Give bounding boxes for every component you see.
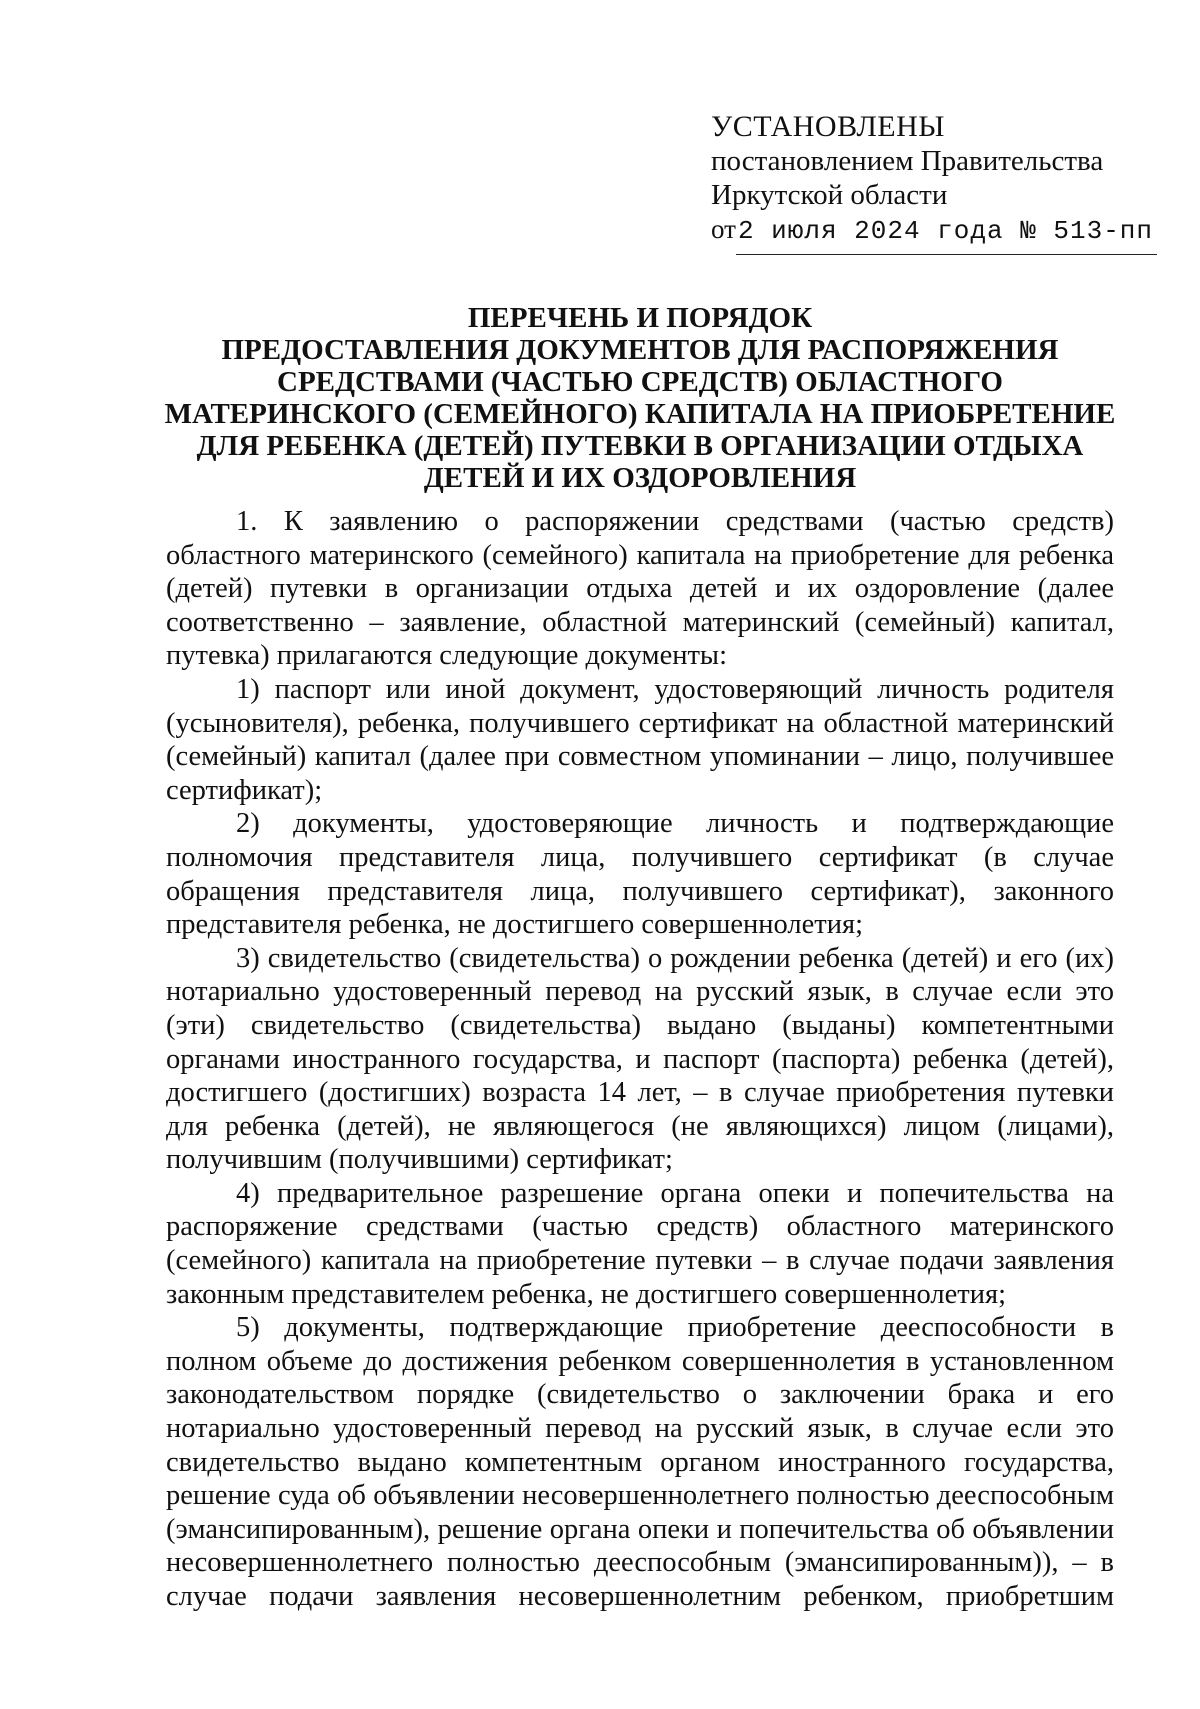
- document-title: [160, 302, 1120, 494]
- approval-heading: УСТАНОВЛЕНЫ: [711, 110, 945, 143]
- approval-region: Иркутской области: [711, 179, 948, 211]
- approval-stamp: [711, 110, 1154, 255]
- approval-authority: постановлением Правительства: [711, 145, 1104, 177]
- title-line: ПЕРЕЧЕНЬ И ПОРЯДОК: [467, 302, 813, 334]
- approval-date-line: [711, 212, 1154, 255]
- approval-date-number: 2 июля 2024 года № 513-пп: [736, 214, 1157, 255]
- title-line: СРЕДСТВАМИ (ЧАСТЬЮ СРЕДСТВ) ОБЛАСТНОГО: [277, 366, 1003, 398]
- list-item-5: 5) документы, подтверждающие приобретение дееспособности в полном объеме до достижения ребенком совершеннолетия в установленном законодательством порядке (свидетельство о заключении брака и его нотариально удостоверенный перевод на русский язык, в случае если это свидетельство выдано компетентным органом иностранного государства, решение суда об объявлении несовершеннолетнего полностью дееспособным (эмансипированным), решение органа опеки и попечительства об объявлении несовершеннолетнего полностью дееспособным (эмансипированным)), – в случае подачи заявления несовершеннолетним ребенком, приобретшим: [166, 1312, 1114, 1612]
- document-body: [166, 505, 1114, 1614]
- list-item-4: 4) предварительное разрешение органа опеки и попечительства на распоряжение средствами (частью средств) областного материнского (семейного) капитала на приобретение путевки – в случае подачи заявления законным представителем ребенка, не достигшего совершеннолетия;: [166, 1177, 1114, 1310]
- paragraph-1: 1. К заявлению о распоряжении средствами (частью средств) областного материнского (семейного) капитала на приобретение для ребенка (детей) путевки в организации отдыха детей и их оздоровление (далее соответственно – заявление, областной материнский (семейный) капитал, путевка) прилагаются следующие документы:: [166, 506, 1114, 672]
- title-line: ДЕТЕЙ И ИХ ОЗДОРОВЛЕНИЯ: [423, 462, 857, 494]
- list-item-1: 1) паспорт или иной документ, удостоверяющий личность родителя (усыновителя), ребенка, получившего сертификат на областной материнский (семейный) капитал (далее при совместном упоминании – лицо, получившее сертификат);: [166, 673, 1114, 806]
- title-line: МАТЕРИНСКОГО (СЕМЕЙНОГО) КАПИТАЛА НА ПРИОБРЕТЕНИЕ: [164, 398, 1116, 430]
- title-line: ПРЕДОСТАВЛЕНИЯ ДОКУМЕНТОВ ДЛЯ РАСПОРЯЖЕНИЯ: [221, 334, 1059, 366]
- list-item-2: 2) документы, удостоверяющие личность и подтверждающие полномочия представителя лица, получившего сертификат (в случае обращения представителя лица, получившего сертификат), законного представителя ребенка, не достигшего совершеннолетия;: [166, 808, 1114, 941]
- title-line: ДЛЯ РЕБЕНКА (ДЕТЕЙ) ПУТЕВКИ В ОРГАНИЗАЦИИ ОТДЫХА: [196, 430, 1084, 462]
- date-prefix: от: [711, 214, 736, 244]
- list-item-3: 3) свидетельство (свидетельства) о рождении ребенка (детей) и его (их) нотариально удостоверенный перевод на русский язык, в случае если это (эти) свидетельство (свидетельства) выдано (выданы) компетентными органами иностранного государства, и паспорт (паспорта) ребенка (детей), достигшего (достигших) возраста 14 лет, – в случае приобретения путевки для ребенка (детей), не являющегося (не являющихся) лицом (лицами), получившим (получившими) сертификат;: [166, 942, 1114, 1176]
